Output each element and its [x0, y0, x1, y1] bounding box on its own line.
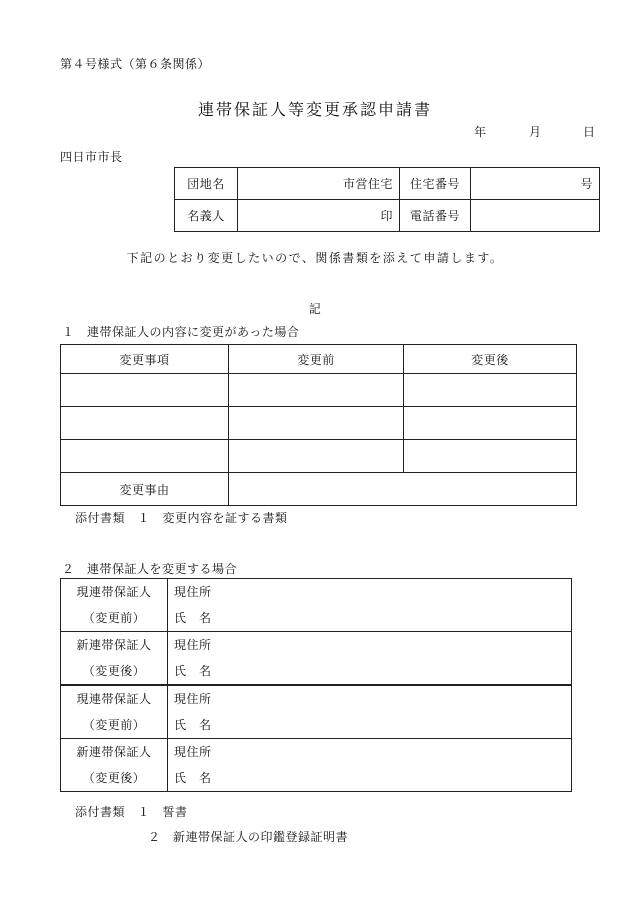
- item-cell[interactable]: [61, 374, 229, 407]
- col-header-after: 変更後: [404, 345, 577, 374]
- address-label: 現住所: [174, 692, 212, 706]
- denwa-field[interactable]: [471, 200, 600, 232]
- name-label: 氏 名: [174, 611, 212, 625]
- address-label: 現住所: [174, 745, 212, 759]
- table-row: [61, 407, 577, 440]
- danchi-suffix: 市営住宅: [342, 177, 393, 191]
- current-guarantor-text: 現連帯保証人: [76, 585, 152, 599]
- current-guarantor-field[interactable]: [168, 685, 572, 739]
- before-cell[interactable]: [229, 374, 404, 407]
- intro-text: 下記のとおり変更したいので、関係書類を添えて申請します。: [126, 251, 504, 265]
- after-paren-text: （変更後）: [82, 664, 146, 678]
- jutaku-suffix: 号: [580, 177, 593, 191]
- jutaku-label: 住宅番号: [400, 168, 471, 200]
- current-guarantor-label: [61, 579, 168, 632]
- guarantor-change-table: [60, 578, 572, 792]
- document-title: 連帯保証人等変更承認申請書: [197, 100, 432, 119]
- guarantor-row: [61, 739, 572, 792]
- date-day-label: 日: [583, 125, 596, 139]
- name-label: 氏 名: [174, 664, 212, 678]
- after-cell[interactable]: [404, 407, 577, 440]
- jutaku-field[interactable]: [471, 168, 600, 200]
- section1-heading: １ 連帯保証人の内容に変更があった場合: [62, 325, 300, 339]
- reason-label: 変更事由: [61, 473, 229, 506]
- col-header-before: 変更前: [229, 345, 404, 374]
- form-number: 第４号様式（第６条関係）: [60, 57, 211, 71]
- before-paren-text: （変更前）: [82, 611, 146, 625]
- col-header-item: 変更事項: [61, 345, 229, 374]
- date-month-label: 月: [529, 125, 542, 139]
- current-guarantor-text: 現連帯保証人: [76, 692, 152, 706]
- section2-heading: ２ 連帯保証人を変更する場合: [62, 562, 238, 576]
- current-guarantor-field[interactable]: [168, 579, 572, 632]
- new-guarantor-label: [61, 632, 168, 686]
- meigi-field[interactable]: [238, 200, 400, 232]
- current-guarantor-label: [61, 685, 168, 739]
- table-row: [61, 374, 577, 407]
- before-cell[interactable]: [229, 407, 404, 440]
- section2-attachment-1: 添付書類 １ 誓書: [75, 805, 188, 819]
- danchi-label: 団地名: [175, 168, 238, 200]
- before-paren-text: （変更前）: [82, 718, 146, 732]
- meigi-label: 名義人: [175, 200, 238, 232]
- change-details-table: [60, 344, 577, 506]
- name-label: 氏 名: [174, 771, 212, 785]
- name-label: 氏 名: [174, 718, 212, 732]
- new-guarantor-text: 新連帯保証人: [76, 638, 152, 652]
- address-label: 現住所: [174, 638, 212, 652]
- guarantor-row: [61, 632, 572, 686]
- denwa-label: 電話番号: [400, 200, 471, 232]
- section1-attachment: 添付書類 １ 変更内容を証する書類: [75, 511, 288, 525]
- after-paren-text: （変更後）: [82, 771, 146, 785]
- before-cell[interactable]: [229, 440, 404, 473]
- address-label: 現住所: [174, 585, 212, 599]
- after-cell[interactable]: [404, 374, 577, 407]
- guarantor-row: [61, 685, 572, 739]
- section2-attachment-2: ２ 新連帯保証人の印鑑登録証明書: [148, 830, 349, 844]
- new-guarantor-field[interactable]: [168, 632, 572, 686]
- guarantor-row: [61, 579, 572, 632]
- date-year-label: 年: [474, 125, 487, 139]
- new-guarantor-field[interactable]: [168, 739, 572, 792]
- new-guarantor-text: 新連帯保証人: [76, 745, 152, 759]
- item-cell[interactable]: [61, 407, 229, 440]
- applicant-info-table: [174, 167, 600, 232]
- danchi-field[interactable]: [238, 168, 400, 200]
- addressee: 四日市市長: [60, 150, 123, 164]
- reason-field[interactable]: [229, 473, 577, 506]
- ki-heading: 記: [308, 302, 322, 316]
- seal-mark: 印: [380, 209, 393, 223]
- new-guarantor-label: [61, 739, 168, 792]
- item-cell[interactable]: [61, 440, 229, 473]
- table-row: [61, 440, 577, 473]
- after-cell[interactable]: [404, 440, 577, 473]
